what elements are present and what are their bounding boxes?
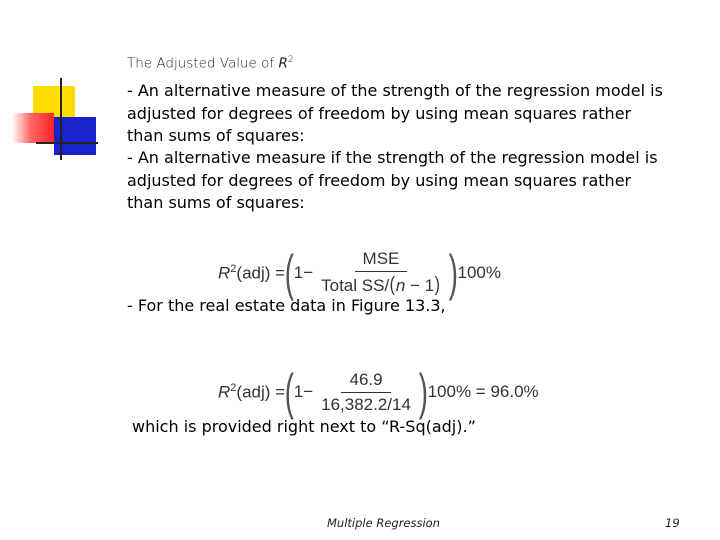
formula2-suffix: 100% = 96.0%: [427, 382, 539, 401]
formula1-denominator: [315, 272, 447, 297]
footer-title: Multiple Regression: [327, 516, 441, 530]
title-variable: R: [278, 55, 288, 72]
decorative-vertical-line: [60, 78, 62, 160]
formula1-lhs: [218, 263, 285, 284]
formula1-left-paren: (: [284, 245, 294, 301]
formula2-lhs-rest: (adj) =: [236, 382, 286, 402]
formula1-den-slash: /: [384, 276, 390, 295]
slide-title: [127, 55, 294, 72]
formula1-lhs-sup: 2: [230, 262, 237, 275]
formula1-den-rest: − 1: [405, 276, 435, 295]
formula1-numerator: MSE: [355, 249, 408, 272]
formula1-fraction: [315, 249, 447, 297]
formula1-lhs-var: R: [218, 263, 231, 283]
paragraph-2: - An alternative measure if the strength of the regression model is adjusted for degrees of freedom by using mean squares rather than sums of squares:: [127, 148, 658, 212]
formula1-one-minus: 1−: [293, 263, 314, 282]
worked-example-formula: [218, 365, 539, 419]
decorative-horizontal-line: [36, 142, 98, 144]
paragraph-3: - For the real estate data in Figure 13.3,: [127, 296, 446, 315]
adjusted-r2-formula: [218, 244, 501, 302]
formula1-suffix: 100%: [457, 263, 501, 282]
formula2-one-minus: 1−: [293, 382, 314, 401]
paragraph-4: which is provided right next to “R-Sq(adj).”: [132, 417, 476, 436]
formula1-den-n: n: [395, 276, 406, 295]
formula1-den-prefix: Total SS: [321, 276, 385, 295]
formula2-fraction: [315, 370, 417, 415]
formula2-lhs: [218, 382, 285, 403]
formula1-den-lparen: (: [389, 274, 396, 296]
title-superscript: 2: [287, 55, 294, 65]
formula1-lhs-rest: (adj) =: [236, 263, 286, 283]
formula2-lhs-var: R: [218, 382, 231, 402]
page-number: 19: [665, 516, 680, 530]
title-prefix: The Adjusted Value of: [127, 55, 279, 72]
formula2-lhs-sup: 2: [230, 381, 237, 394]
decorative-red-bar: [12, 113, 54, 143]
formula2-left-paren: (: [284, 364, 294, 420]
formula1-den-rparen: ): [434, 274, 441, 296]
formula2-denominator: 16,382.2/14: [321, 394, 411, 414]
formula2-right-paren: ): [418, 364, 428, 420]
formula1-right-paren: ): [448, 245, 458, 301]
formula2-numerator: 46.9: [341, 370, 390, 393]
paragraph-1: - An alternative measure of the strength of the regression model is adjusted for degrees of freedom by using mean squares rather than sums of squares:: [127, 81, 663, 145]
